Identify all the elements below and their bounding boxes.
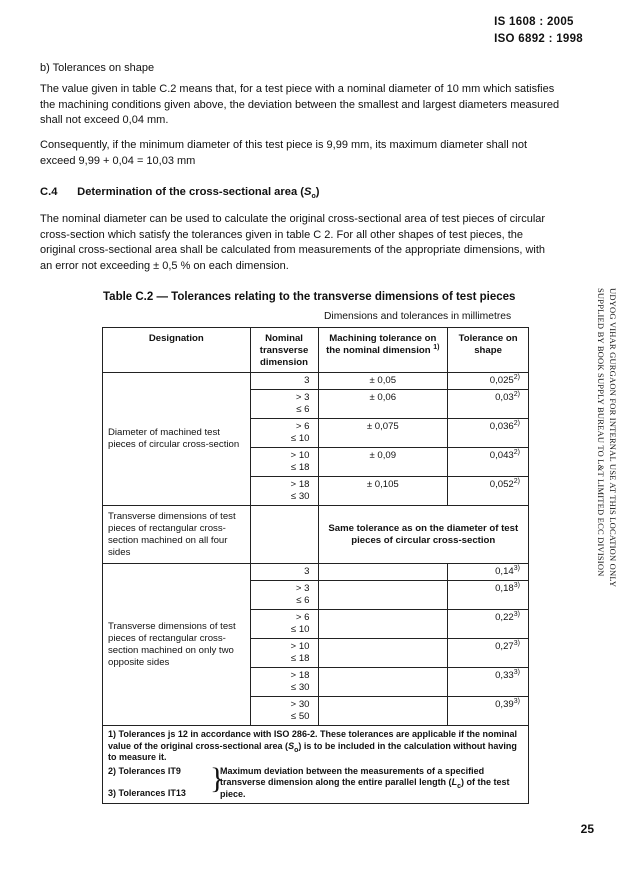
footnote-ref: 2) (513, 448, 520, 456)
nominal-cell (250, 477, 318, 506)
nominal-cell (250, 390, 318, 419)
footnote-ref: 2) (513, 373, 520, 381)
standard-number-iso: ISO 6892 : 1998 (494, 33, 583, 45)
nominal-cell (250, 668, 318, 697)
machining-tolerance: ± 0,05 (318, 373, 448, 390)
document-header (494, 14, 583, 48)
machining-cell-empty (318, 581, 448, 610)
shape-tolerance (448, 610, 529, 639)
footnote-ref: 3) (513, 668, 520, 676)
nominal-value: > 6 (295, 421, 310, 432)
explanation-text-b: ) of the test piece. (220, 777, 510, 799)
footnote-1-number: 1) (108, 729, 117, 739)
table-row (103, 373, 529, 390)
designation-rect-four-sides: Transverse dimensions of test pieces of rectangular cross-section machined on all four sides (103, 506, 251, 564)
machining-cell-empty (318, 564, 448, 581)
nominal-upper: ≤ 6 (296, 595, 310, 606)
nominal-cell (250, 564, 318, 581)
nominal-cell (250, 419, 318, 448)
nominal-value: > 30 (290, 699, 310, 710)
shape-value: 0,03 (495, 392, 514, 403)
footnote-ref: 3) (513, 581, 520, 589)
nominal-value: > 18 (290, 670, 310, 681)
footnote-explanation (220, 766, 523, 801)
header-machining-sup: 1) (433, 343, 440, 351)
table-units: Dimensions and tolerances in millimetres (324, 311, 512, 322)
section-number: C.4 (40, 186, 58, 198)
footnote-ref: 3) (513, 564, 520, 572)
page-number: 25 (580, 822, 594, 836)
symbol-s: S (304, 186, 312, 198)
footnote-3: 3) Tolerances IT13 (108, 788, 186, 798)
shape-tolerance (448, 564, 529, 581)
nominal-cell (250, 697, 318, 726)
shape-tolerance (448, 373, 529, 390)
footnote-ref: 3) (513, 639, 520, 647)
footnote-ref: 2) (513, 390, 520, 398)
footnote-ref: 3) (513, 697, 520, 705)
brace-icon: } (210, 761, 225, 795)
explanation-sub: c (457, 782, 461, 790)
header-shape: Tolerance on shape (448, 328, 529, 373)
nominal-upper: ≤ 50 (290, 711, 310, 722)
table-notes (103, 726, 529, 804)
shape-value: 0,39 (495, 699, 514, 710)
footnote-ref: 3) (513, 610, 520, 618)
shape-value: 0,052 (489, 479, 514, 490)
same-tolerance-note: Same tolerance as on the diameter of test pieces of circular cross-section (318, 506, 529, 564)
nominal-value: > 18 (290, 479, 310, 490)
footnote-1-sub: o (294, 746, 299, 754)
shape-value: 0,18 (495, 583, 514, 594)
nominal-value: > 6 (295, 612, 310, 623)
footnote-2: 2) Tolerances IT9 (108, 765, 181, 776)
section-b-title: b) Tolerances on shape (40, 62, 155, 74)
machining-tolerance: ± 0,06 (318, 390, 448, 419)
nominal-upper: ≤ 10 (290, 624, 310, 635)
machining-cell-empty (318, 668, 448, 697)
shape-value: 0,036 (489, 421, 514, 432)
nominal-cell-empty (250, 506, 318, 564)
title-end: ) (315, 186, 320, 198)
nominal-upper: ≤ 6 (296, 404, 310, 415)
section-c4-heading (40, 186, 320, 201)
tolerance-table (102, 327, 529, 804)
nominal-cell (250, 581, 318, 610)
nominal-upper: ≤ 18 (290, 653, 310, 664)
nominal-cell (250, 639, 318, 668)
footnote-ref: 2) (513, 419, 520, 427)
nominal-cell (250, 610, 318, 639)
explanation-text-a: Maximum deviation between the measurements of a specified transverse dimension along the entire parallel length ( (220, 765, 485, 787)
machining-tolerance: ± 0,09 (318, 448, 448, 477)
machining-tolerance: ± 0,105 (318, 477, 448, 506)
table-caption: Table C.2 — Tolerances relating to the transverse dimensions of test pieces (103, 291, 516, 303)
nominal-value: > 10 (290, 450, 310, 461)
shape-tolerance (448, 668, 529, 697)
nominal-value: > 10 (290, 641, 310, 652)
supply-watermark (592, 288, 628, 588)
nominal-value: 3 (304, 375, 310, 386)
footnote-2-3 (108, 761, 523, 801)
section-b-paragraph-1: The value given in table C.2 means that, for a test piece with a nominal diameter of 10 mm which satisfies the machining conditions given above, the deviation between the smallest and largest diameters measured shall not exceed 0,04 mm. (40, 83, 560, 126)
machining-cell-empty (318, 697, 448, 726)
explanation-symbol: L (451, 777, 458, 787)
shape-value: 0,14 (495, 566, 514, 577)
nominal-value: 3 (304, 566, 310, 577)
shape-value: 0,025 (489, 375, 514, 386)
designation-rect-two-sides: Transverse dimensions of test pieces of rectangular cross-section machined on only two opposite sides (103, 564, 251, 726)
table-row (103, 564, 529, 581)
shape-value: 0,22 (495, 612, 514, 623)
section-title: Determination of the cross-sectional area ( (77, 186, 305, 198)
nominal-upper: ≤ 30 (290, 682, 310, 693)
shape-tolerance (448, 448, 529, 477)
section-b-paragraph-2: Consequently, if the minimum diameter of this test piece is 9,99 mm, its maximum diameter shall not exceed 9,99 + 0,04 = 10,03 mm (40, 139, 528, 167)
shape-tolerance (448, 581, 529, 610)
header-machining (318, 328, 448, 373)
nominal-cell (250, 373, 318, 390)
footnote-1-symbol: S (288, 740, 295, 751)
header-designation: Designation (103, 328, 251, 373)
table-row (103, 506, 529, 564)
standard-number-is: IS 1608 : 2005 (494, 16, 574, 28)
designation-circular: Diameter of machined test pieces of circular cross-section (103, 373, 251, 506)
shape-tolerance (448, 390, 529, 419)
header-machining-text: Machining tolerance on the nominal dimension (326, 333, 437, 356)
footnote-1-text-a: Tolerances js 12 in accordance with ISO 286-2. These tolerances are applicable if the nominal value of the original cross-sectional area ( (108, 729, 518, 751)
machining-cell-empty (318, 639, 448, 668)
nominal-cell (250, 448, 318, 477)
footnote-1-text-b: ) is to be included in the calculation without having to measure it. (108, 740, 517, 762)
footnote-labels (108, 766, 210, 800)
watermark-line-1: SUPPLIED BY BOOK SUPPLY BUREAU TO L&T LIMITED ECC DIVISION (596, 288, 606, 577)
machining-tolerance: ± 0,075 (318, 419, 448, 448)
nominal-upper: ≤ 10 (290, 433, 310, 444)
shape-tolerance (448, 639, 529, 668)
watermark-line-2: UDYOG VIHAR GURGAON FOR INTERNAL USE AT THIS LOCATION ONLY (608, 288, 618, 588)
nominal-upper: ≤ 30 (290, 491, 310, 502)
section-c4-paragraph: The nominal diameter can be used to calculate the original cross-sectional area of test pieces of circular cross-section which satisfy the tolerances given in table C 2. For all other shapes of test pieces, the original cross-sectional area shall be calculated from measurements of the appropriate dimensions, with an error not exceeding ± 0,5 % on each dimension. (40, 213, 546, 272)
symbol-sub: o (311, 193, 316, 201)
shape-value: 0,043 (489, 450, 514, 461)
table-header-row (103, 328, 529, 373)
nominal-value: > 3 (295, 392, 310, 403)
footnote-1 (108, 729, 523, 764)
shape-tolerance (448, 697, 529, 726)
shape-tolerance (448, 477, 529, 506)
shape-tolerance (448, 419, 529, 448)
header-nominal: Nominal transverse dimension (250, 328, 318, 373)
table-notes-row (103, 726, 529, 804)
footnote-ref: 2) (513, 477, 520, 485)
shape-value: 0,27 (495, 641, 514, 652)
machining-cell-empty (318, 610, 448, 639)
nominal-value: > 3 (295, 583, 310, 594)
nominal-upper: ≤ 18 (290, 462, 310, 473)
shape-value: 0,33 (495, 670, 514, 681)
